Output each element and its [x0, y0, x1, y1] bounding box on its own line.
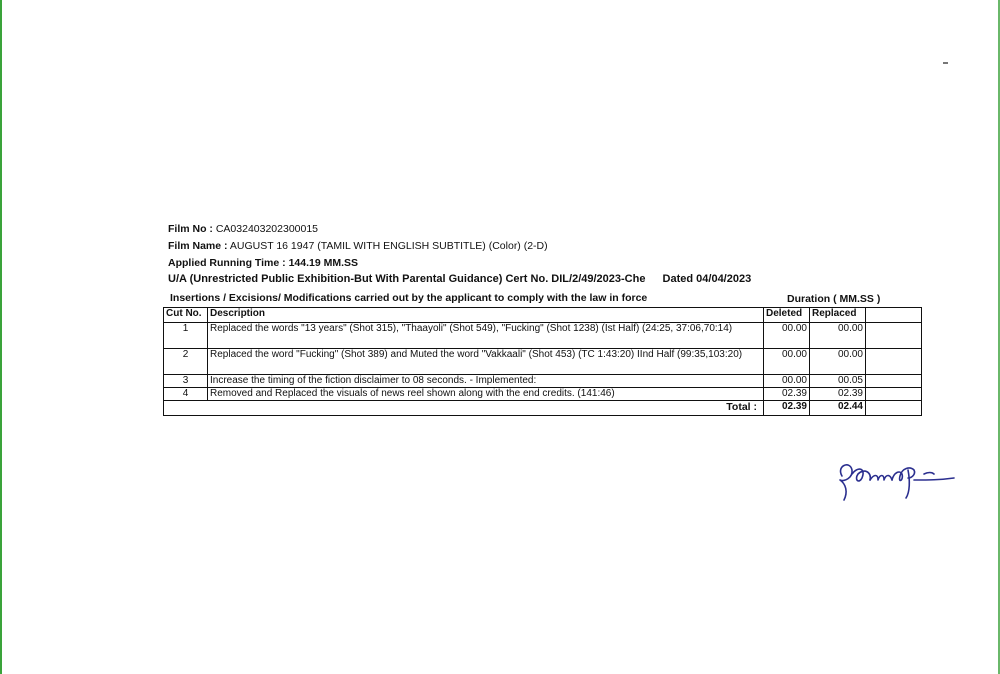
running-time-line — [168, 257, 358, 269]
certificate-text: U/A (Unrestricted Public Exhibition-But With Parental Guidance) Cert No. DIL/2/49/2023-Che — [168, 273, 646, 285]
header-deleted: Deleted — [764, 308, 810, 323]
cell-replaced: 02.39 — [810, 388, 866, 401]
total-spacer — [164, 401, 208, 416]
header-cut-no: Cut No. — [164, 308, 208, 323]
cuts-table — [163, 307, 922, 416]
scan-speck — [943, 62, 948, 64]
cell-cut-no: 2 — [164, 349, 208, 375]
table-row — [164, 388, 922, 401]
signature-image — [828, 456, 958, 506]
cell-deleted: 00.00 — [764, 323, 810, 349]
film-no-label: Film No : — [168, 223, 213, 235]
cell-deleted: 00.00 — [764, 349, 810, 375]
duration-label: Duration ( MM.SS ) — [787, 293, 881, 305]
total-row — [164, 401, 922, 416]
scan-edge-left — [0, 0, 2, 674]
cell-deleted: 02.39 — [764, 388, 810, 401]
total-deleted: 02.39 — [764, 401, 810, 416]
total-label: Total : — [208, 401, 764, 416]
cell-description: Removed and Replaced the visuals of news reel shown along with the end credits. (141:46) — [208, 388, 764, 401]
header-replaced: Replaced — [810, 308, 866, 323]
cell-description: Replaced the word "Fucking" (Shot 389) and Muted the word "Vakkaali" (Shot 453) (TC 1:43:20) IInd Half (99:35,103:20) — [208, 349, 764, 375]
running-time-value: 144.19 MM.SS — [288, 257, 359, 269]
certificate-date-value: 04/04/2023 — [696, 273, 752, 285]
cell-empty — [866, 375, 922, 388]
cell-description: Increase the timing of the fiction disclaimer to 08 seconds. - Implemented: — [208, 375, 764, 388]
cell-cut-no: 1 — [164, 323, 208, 349]
certificate-date-label: Dated — [662, 273, 694, 285]
cell-replaced: 00.00 — [810, 349, 866, 375]
running-time-label: Applied Running Time : — [168, 257, 286, 269]
cell-replaced: 00.05 — [810, 375, 866, 388]
table-header-row — [164, 308, 922, 323]
table-row — [164, 323, 922, 349]
cell-empty — [866, 349, 922, 375]
film-name-line — [168, 240, 548, 252]
header-empty — [866, 308, 922, 323]
cell-cut-no: 4 — [164, 388, 208, 401]
film-no-line — [168, 223, 318, 235]
film-name-value: AUGUST 16 1947 (TAMIL WITH ENGLISH SUBTITLE) (Color) (2-D) — [229, 240, 548, 252]
table-row — [164, 349, 922, 375]
header-description: Description — [208, 308, 764, 323]
cell-replaced: 00.00 — [810, 323, 866, 349]
table-row — [164, 375, 922, 388]
cell-deleted: 00.00 — [764, 375, 810, 388]
cell-cut-no: 3 — [164, 375, 208, 388]
certificate-line — [168, 273, 751, 285]
cell-description: Replaced the words "13 years" (Shot 315), "Thaayoli" (Shot 549), "Fucking" (Shot 1238) (Ist Half) (24:25, 37:06,70:14) — [208, 323, 764, 349]
film-name-label: Film Name : — [168, 240, 228, 252]
total-replaced: 02.44 — [810, 401, 866, 416]
modifications-caption: Insertions / Excisions/ Modifications carried out by the applicant to comply with the law in force — [170, 292, 648, 304]
cell-empty — [866, 323, 922, 349]
cell-empty — [866, 388, 922, 401]
total-empty — [866, 401, 922, 416]
film-no-value: CA032403202300015 — [215, 223, 319, 235]
